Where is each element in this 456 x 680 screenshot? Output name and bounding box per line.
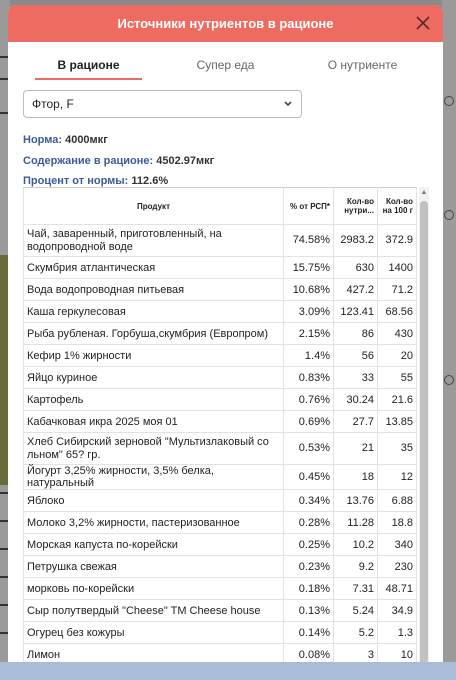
cell-product: Чай, заваренный, приготовленный, на водопроводной воде (24, 225, 284, 257)
cell-product: Картофель (24, 389, 284, 411)
cell-product: Огурец без кожуры (24, 622, 284, 644)
content-label: Содержание в рационе: (23, 154, 154, 167)
table-row[interactable] (24, 389, 417, 411)
col-header-amount[interactable]: Кол-во нутри... (334, 188, 378, 225)
norm-label: Норма: (23, 134, 63, 146)
nutrient-summary (23, 130, 443, 192)
cell-amount: 3 (334, 644, 378, 663)
table-row[interactable] (24, 433, 417, 465)
cell-amount: 30.24 (334, 389, 378, 411)
tab-bar (8, 54, 443, 84)
cell-per100: 18.8 (378, 512, 417, 534)
table-row[interactable] (24, 279, 417, 301)
cell-per100: 55 (378, 367, 417, 389)
cell-percent: 0.28% (284, 512, 334, 534)
cell-per100: 1400 (378, 257, 417, 279)
cell-per100: 34.9 (378, 600, 417, 622)
table-row[interactable] (24, 490, 417, 512)
cell-product: Яблоко (24, 490, 284, 512)
table-row[interactable] (24, 578, 417, 600)
cell-amount: 86 (334, 323, 378, 345)
cell-per100: 230 (378, 556, 417, 578)
table-row[interactable] (24, 534, 417, 556)
dialog-header (8, 5, 443, 42)
cell-percent: 0.83% (284, 367, 334, 389)
nutrient-sources-dialog (8, 5, 443, 662)
cell-amount: 56 (334, 345, 378, 367)
cell-per100: 13.85 (378, 411, 417, 433)
cell-amount: 21 (334, 433, 378, 465)
cell-product: Каша геркулесовая (24, 301, 284, 323)
cell-product: Петрушка свежая (24, 556, 284, 578)
cell-product: Кефир 1% жирности (24, 345, 284, 367)
cell-percent: 0.34% (284, 490, 334, 512)
percent-value: 112.6% (131, 175, 169, 187)
cell-per100: 430 (378, 323, 417, 345)
cell-percent: 1.4% (284, 345, 334, 367)
cell-amount: 11.28 (334, 512, 378, 534)
cell-product: Йогурт 3,25% жирности, 3,5% белка, натуральный (24, 465, 284, 490)
cell-per100: 12 (378, 465, 417, 490)
cell-amount: 123.41 (334, 301, 378, 323)
cell-percent: 2.15% (284, 323, 334, 345)
scroll-thumb[interactable] (420, 201, 428, 662)
table-scrollbar[interactable] (419, 187, 429, 662)
cell-percent: 0.13% (284, 600, 334, 622)
cell-per100: 21.6 (378, 389, 417, 411)
cell-percent: 0.69% (284, 411, 334, 433)
table-body (24, 225, 417, 663)
nutrient-select[interactable] (23, 90, 302, 118)
table-row[interactable] (24, 323, 417, 345)
tab-about-nutrient[interactable]: О нутриенте (327, 58, 398, 72)
cell-percent: 0.25% (284, 534, 334, 556)
cell-amount: 10.2 (334, 534, 378, 556)
content-value: 4502.97мкг (156, 154, 215, 167)
cell-percent: 0.53% (284, 433, 334, 465)
cell-per100: 6.88 (378, 490, 417, 512)
table-row[interactable] (24, 345, 417, 367)
table-row[interactable] (24, 600, 417, 622)
table-row[interactable] (24, 301, 417, 323)
cell-percent: 0.23% (284, 556, 334, 578)
cell-per100: 1.3 (378, 622, 417, 644)
cell-per100: 48.71 (378, 578, 417, 600)
sources-table (23, 187, 417, 662)
table-row[interactable] (24, 465, 417, 490)
cell-product: Морская капуста по-корейски (24, 534, 284, 556)
cell-product: Сыр полутвердый "Cheese" TM Cheese house (24, 600, 284, 622)
cell-per100: 372.9 (378, 225, 417, 257)
cell-percent: 0.18% (284, 578, 334, 600)
cell-amount: 7.31 (334, 578, 378, 600)
sources-table-container (23, 187, 429, 662)
table-row[interactable] (24, 411, 417, 433)
cell-amount: 5.24 (334, 600, 378, 622)
cell-percent: 3.09% (284, 301, 334, 323)
cell-product: морковь по-корейски (24, 578, 284, 600)
cell-amount: 2983.2 (334, 225, 378, 257)
dialog-title: Источники нутриентов в рационе (117, 16, 334, 31)
cell-amount: 630 (334, 257, 378, 279)
cell-percent: 0.08% (284, 644, 334, 663)
cell-product: Лимон (24, 644, 284, 663)
col-header-product[interactable]: Продукт (24, 188, 284, 225)
col-header-per100[interactable]: Кол-во на 100 г (378, 188, 417, 225)
cell-amount: 13.76 (334, 490, 378, 512)
percent-label: Процент от нормы: (23, 175, 129, 187)
cell-percent: 0.45% (284, 465, 334, 490)
content-line (23, 151, 443, 172)
col-header-percent[interactable]: % от РСП* (284, 188, 334, 225)
tab-in-diet[interactable]: В рационе (20, 54, 157, 84)
table-row[interactable] (24, 644, 417, 663)
cell-per100: 71.2 (378, 279, 417, 301)
cell-product: Кабачковая икра 2025 моя 01 (24, 411, 284, 433)
cell-amount: 27.7 (334, 411, 378, 433)
table-row[interactable] (24, 622, 417, 644)
cell-product: Скумбрия атлантическая (24, 257, 284, 279)
cell-product: Рыба рубленая. Горбуша,скумбрия (Европром) (24, 323, 284, 345)
cell-product: Яйцо куриное (24, 367, 284, 389)
scroll-up-arrow-icon[interactable]: ▲ (420, 189, 428, 196)
cell-per100: 340 (378, 534, 417, 556)
chevron-down-icon (283, 97, 293, 111)
cell-percent: 10.68% (284, 279, 334, 301)
nutrient-select-value: Фтор, F (32, 97, 74, 111)
cell-percent: 74.58% (284, 225, 334, 257)
cell-amount: 5.2 (334, 622, 378, 644)
cell-per100: 68.56 (378, 301, 417, 323)
cell-percent: 15.75% (284, 257, 334, 279)
cell-percent: 0.14% (284, 622, 334, 644)
cell-amount: 9.2 (334, 556, 378, 578)
close-icon[interactable] (413, 13, 433, 33)
table-row[interactable] (24, 225, 417, 257)
cell-per100: 10 (378, 644, 417, 663)
cell-product: Молоко 3,2% жирности, пастеризованное (24, 512, 284, 534)
background-app-bottom (0, 662, 456, 680)
cell-product: Вода водопроводная питьевая (24, 279, 284, 301)
table-row[interactable] (24, 556, 417, 578)
cell-product: Хлеб Сибирский зерновой "Мультизлаковый со льном" 65? гр. (24, 433, 284, 465)
cell-amount: 33 (334, 367, 378, 389)
table-row[interactable] (24, 257, 417, 279)
table-row[interactable] (24, 512, 417, 534)
cell-per100: 35 (378, 433, 417, 465)
cell-amount: 427.2 (334, 279, 378, 301)
cell-percent: 0.76% (284, 389, 334, 411)
norm-line (23, 130, 443, 151)
norm-value: 4000мкг (65, 134, 108, 146)
table-header-row (24, 188, 417, 225)
cell-amount: 18 (334, 465, 378, 490)
cell-per100: 20 (378, 345, 417, 367)
background-app-right (442, 0, 456, 680)
table-row[interactable] (24, 367, 417, 389)
tab-super-food[interactable]: Супер еда (196, 58, 255, 72)
